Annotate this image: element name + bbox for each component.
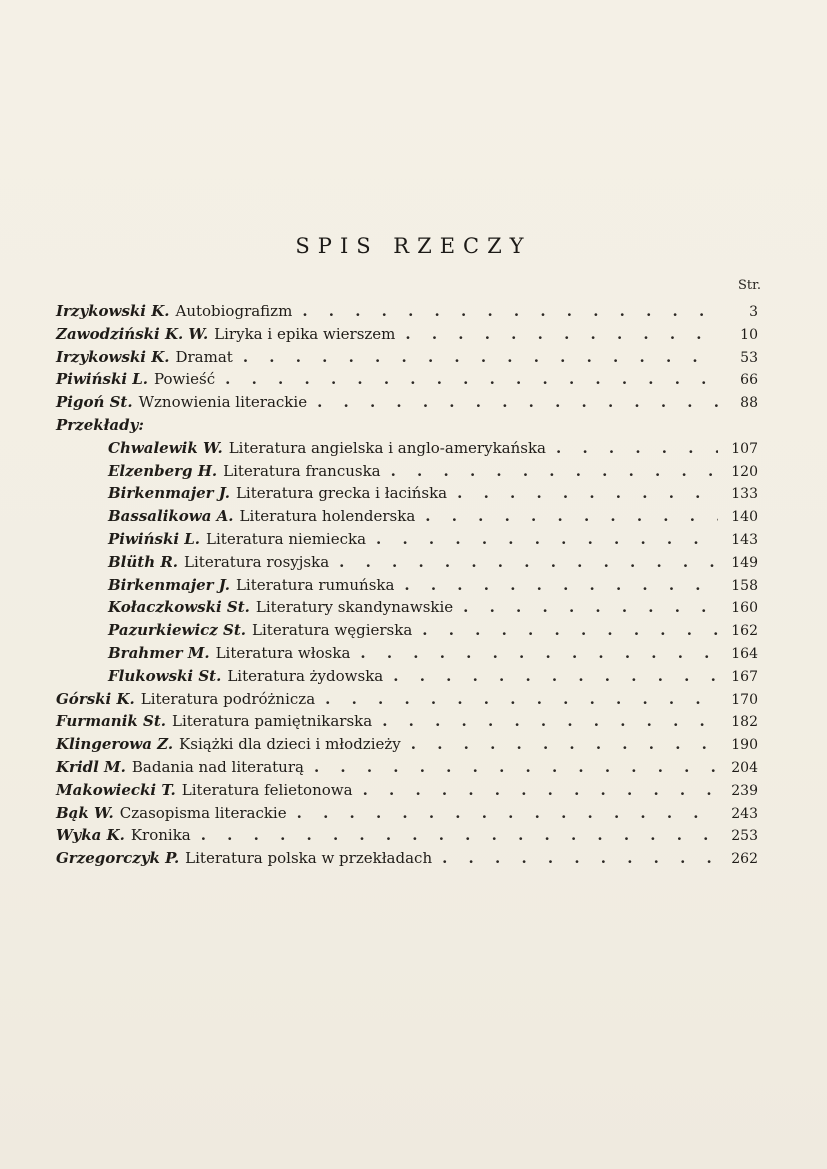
toc-entry-author: Brahmer M. (108, 643, 210, 662)
toc-entry-page-number: 107 (731, 440, 758, 457)
toc-entry-author: Klingerowa Z. (56, 735, 174, 754)
toc-entry (56, 756, 758, 779)
toc-entry (56, 642, 758, 665)
toc-entry-author: Piwiński L. (108, 529, 201, 548)
toc-entry-page-number: 3 (749, 304, 758, 320)
toc-entry-author: Blüth R. (108, 552, 179, 571)
toc-entry-title: Literatura francuska (223, 461, 381, 480)
page-column-header: Str. (737, 278, 761, 293)
toc-entry-page-number: 133 (731, 486, 758, 503)
toc-entry-page-number: 66 (740, 372, 758, 389)
toc-entry-page-number: 164 (731, 645, 758, 662)
toc-entry-author: Makowiecki T. (56, 780, 176, 799)
toc-entry-title: Literatury skandynawskie (255, 598, 454, 617)
dot-leader (425, 505, 718, 528)
toc-entry-author: Kridl M. (56, 757, 126, 776)
toc-entry-author: Bassalikowa A. (108, 507, 234, 526)
toc-entry (56, 482, 758, 505)
toc-entry-author: Grzegorczyk P. (56, 849, 180, 868)
toc-entry (56, 619, 758, 642)
toc-entry-title: Literatura podróżnicza (140, 689, 316, 708)
toc-entry (56, 368, 758, 391)
toc-entry-title: Liryka i epika wierszem (214, 324, 396, 343)
toc-entry-author: Birkenmajer J. (108, 575, 230, 594)
toc-entry-title: Literatura rosyjska (184, 552, 330, 571)
dot-leader (317, 391, 718, 414)
toc-entry (56, 802, 758, 825)
dot-leader (411, 733, 718, 756)
toc-entry-title: Kronika (130, 826, 191, 845)
toc-entry-title: Literatura polska w przekładach (185, 849, 433, 868)
toc-entry-page-number: 167 (731, 668, 758, 685)
toc-entry-title: Literatura niemiecka (206, 529, 367, 548)
toc-list-main (56, 300, 758, 414)
toc-entry-author: Pigoń St. (56, 393, 133, 412)
toc-entry-page-number: 204 (731, 759, 758, 776)
toc-entry (56, 323, 758, 346)
toc-entry-author: Chwalewik W. (108, 438, 223, 457)
toc-entry-title: Literatura włoska (215, 643, 351, 662)
dot-leader (243, 346, 718, 369)
toc-entry-page-number: 239 (731, 782, 758, 799)
toc-entry-author: Irzykowski K. (56, 347, 170, 366)
dot-leader (363, 779, 718, 802)
toc-entry-page-number: 143 (731, 531, 758, 548)
dot-leader (201, 824, 718, 847)
toc-entry (56, 574, 758, 597)
toc-entry-page-number: 53 (740, 349, 758, 366)
toc-entry-title: Literatura angielska i anglo-amerykańska (228, 438, 546, 457)
section-label-translations: Przekłady: (56, 415, 144, 434)
toc-entry-page-number: 160 (731, 600, 758, 617)
dot-leader (314, 756, 718, 779)
toc-entry-author: Birkenmajer J. (108, 484, 230, 503)
toc-entry-page-number: 88 (740, 395, 758, 412)
toc-entry-title: Badania nad literaturą (131, 757, 304, 776)
dot-leader (404, 574, 718, 597)
toc-entry-title: Czasopisma literackie (119, 803, 287, 822)
toc-entry-title: Literatura grecka i łacińska (235, 484, 448, 503)
dot-leader (422, 619, 718, 642)
page-title: SPIS RZECZY (295, 234, 532, 258)
toc-entry-author: Elzenberg H. (108, 461, 218, 480)
toc-entry-author: Irzykowski K. (56, 302, 170, 320)
toc-entry-author: Furmanik St. (56, 712, 166, 731)
toc-entry (56, 528, 758, 551)
toc-entry-page-number: 262 (731, 851, 758, 868)
dot-leader (382, 710, 718, 733)
toc-entry (56, 551, 758, 574)
dot-leader (225, 368, 718, 391)
toc-entry-title: Dramat (175, 347, 233, 366)
toc-entry-author: Pazurkiewicz St. (108, 621, 247, 640)
toc-entry-page-number: 120 (731, 463, 758, 480)
toc-entry-title: Autobiografizm (175, 302, 293, 320)
toc-entry (56, 300, 758, 323)
toc-entry (56, 710, 758, 733)
toc-entry (56, 391, 758, 414)
dot-leader (391, 460, 718, 483)
toc-entry (56, 688, 758, 711)
dot-leader (360, 642, 718, 665)
toc-entry-page-number: 170 (731, 691, 758, 708)
toc-entry-page-number: 149 (731, 554, 758, 571)
toc-entry (56, 847, 758, 870)
dot-leader (442, 847, 718, 870)
toc-entry-title: Literatura felietonowa (181, 780, 353, 799)
toc-entry (56, 437, 758, 460)
toc-entry-page-number: 182 (731, 714, 758, 731)
toc-entry-author: Flukowski St. (108, 666, 222, 685)
toc-list-translations (56, 437, 758, 688)
toc-entry (56, 346, 758, 369)
dot-leader (463, 596, 718, 619)
toc-entry-title: Powieść (154, 370, 216, 389)
toc-entry-title: Literatura węgierska (252, 621, 413, 640)
dot-leader (393, 665, 718, 688)
toc-entry-author: Bąk W. (56, 803, 114, 822)
dot-leader (405, 323, 718, 346)
dot-leader (376, 528, 718, 551)
toc-entry (56, 824, 758, 847)
dot-leader (302, 300, 718, 323)
toc-entry-author: Wyka K. (56, 826, 125, 845)
toc-entry-author: Kołaczkowski St. (108, 598, 250, 617)
dot-leader (457, 482, 718, 505)
table-of-contents (56, 300, 758, 870)
toc-entry-title: Książki dla dzieci i młodzieży (179, 735, 401, 754)
toc-entry-author: Zawodziński K. W. (56, 324, 209, 343)
toc-entry (56, 779, 758, 802)
toc-entry-title: Literatura holenderska (239, 507, 416, 526)
toc-entry-page-number: 190 (731, 737, 758, 754)
toc-entry-author: Piwiński L. (56, 370, 149, 389)
toc-entry-page-number: 162 (731, 623, 758, 640)
toc-entry-title: Wznowienia literackie (138, 393, 308, 412)
toc-entry-title: Literatura rumuńska (235, 575, 395, 594)
toc-entry-page-number: 253 (731, 828, 758, 845)
toc-entry (56, 505, 758, 528)
toc-entry-title: Literatura żydowska (227, 666, 384, 685)
toc-entry-author: Górski K. (56, 689, 135, 708)
dot-leader (339, 551, 718, 574)
toc-entry-page-number: 140 (731, 509, 758, 526)
toc-list-supplementary (56, 688, 758, 870)
dot-leader (297, 802, 718, 825)
toc-entry (56, 460, 758, 483)
toc-entry (56, 596, 758, 619)
toc-entry (56, 665, 758, 688)
toc-entry (56, 733, 758, 756)
toc-entry-page-number: 243 (731, 805, 758, 822)
dot-leader (325, 688, 718, 711)
toc-entry-title: Literatura pamiętnikarska (172, 712, 373, 731)
toc-entry-page-number: 158 (731, 577, 758, 594)
toc-entry-page-number: 10 (740, 326, 758, 343)
dot-leader (556, 437, 718, 460)
